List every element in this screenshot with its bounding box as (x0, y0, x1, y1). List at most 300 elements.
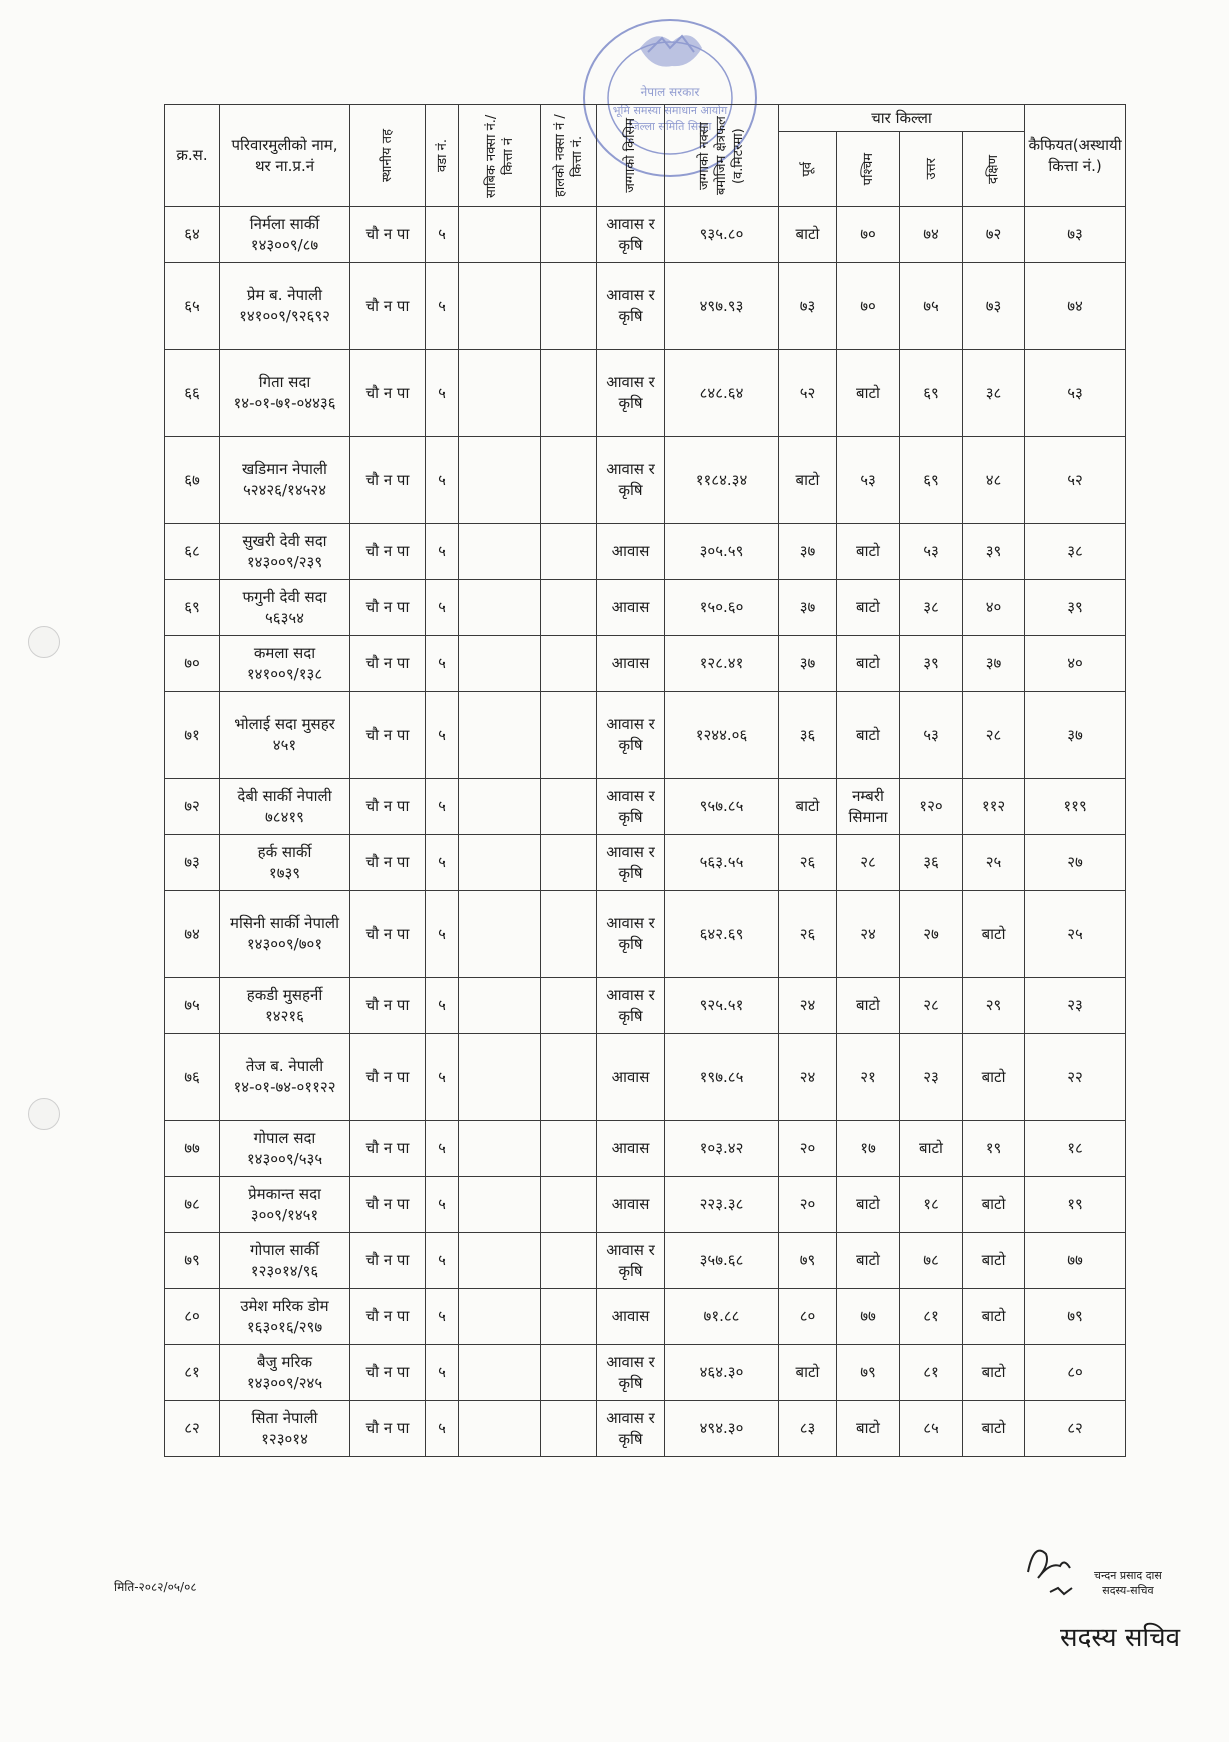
cell-sn: ८० (165, 1289, 220, 1345)
cell-area: ६४२.६९ (665, 891, 779, 978)
holder-name: हर्क सार्की (257, 842, 312, 861)
citizenship-number: १२३०१४ (261, 1429, 308, 1448)
cell-current-map (541, 1345, 597, 1401)
cell-name (220, 580, 350, 636)
cell-west: २८ (837, 835, 900, 891)
cell-west: ७० (837, 263, 900, 350)
citizenship-number: १७३९ (268, 863, 301, 882)
cell-name (220, 1289, 350, 1345)
cell-current-map (541, 1233, 597, 1289)
cell-north: १२० (900, 779, 963, 835)
holder-name: उमेश मरिक डोम (240, 1296, 329, 1315)
header-ward: वडा नं. (426, 105, 459, 207)
cell-area: ९५७.८५ (665, 779, 779, 835)
cell-south: ११२ (963, 779, 1025, 835)
cell-current-map (541, 437, 597, 524)
holder-name: हकडी मुसहर्नी (246, 985, 323, 1004)
cell-old-map (459, 437, 541, 524)
header-old-map: साबिक नक्सा नं./कित्ता नं (459, 105, 541, 207)
cell-current-map (541, 1177, 597, 1233)
holder-name: गोपाल सदा (253, 1128, 316, 1147)
citizenship-number: १४-०१-७४-०११२२ (233, 1078, 336, 1096)
header-remarks: कैफियत(अस्थायी कित्ता नं.) (1025, 105, 1126, 207)
cell-west: बाटो (837, 1401, 900, 1457)
header-boundaries: चार किल्ला (779, 105, 1025, 132)
citizenship-number: १४१००९/१३८ (246, 664, 323, 683)
citizenship-number: १४३००९/७०१ (246, 935, 323, 953)
cell-north: ६९ (900, 437, 963, 524)
cell-name (220, 978, 350, 1034)
cell-current-map (541, 779, 597, 835)
cell-ward: ५ (426, 1289, 459, 1345)
cell-south: १९ (963, 1121, 1025, 1177)
cell-east: २६ (779, 835, 837, 891)
cell-west: बाटो (837, 1233, 900, 1289)
cell-local-level: चौ न पा (350, 779, 426, 835)
cell-east: २० (779, 1177, 837, 1233)
cell-remark: ३७ (1025, 692, 1126, 779)
cell-old-map (459, 1034, 541, 1121)
citizenship-number: १४३००९/८७ (250, 235, 319, 254)
citizenship-number: १४२१६ (264, 1006, 304, 1025)
holder-name: गिता सदा (258, 373, 311, 391)
seal-line1: नेपाल सरकार (640, 85, 700, 99)
cell-name (220, 1121, 350, 1177)
header-name: परिवारमुलीको नाम, थर ना.प्र.नं (220, 105, 350, 207)
cell-area: ५६३.५५ (665, 835, 779, 891)
cell-ward: ५ (426, 350, 459, 437)
header-sn: क्र.स. (165, 105, 220, 207)
cell-local-level: चौ न पा (350, 1345, 426, 1401)
cell-sn: ७१ (165, 692, 220, 779)
cell-ward: ५ (426, 524, 459, 580)
cell-land-type: आवास र कृषि (597, 835, 665, 891)
cell-name (220, 779, 350, 835)
cell-east: ७३ (779, 263, 837, 350)
citizenship-number: १६३०१६/२९७ (246, 1317, 323, 1336)
cell-east: ३७ (779, 636, 837, 692)
cell-east: ३७ (779, 524, 837, 580)
citizenship-number: ७८४१९ (264, 807, 304, 826)
cell-south: ३७ (963, 636, 1025, 692)
cell-area: ४९४.३० (665, 1401, 779, 1457)
cell-west: बाटो (837, 636, 900, 692)
header-area: जग्गाको नक्सा बमोजिम क्षेत्रफल (व.मिटरमा) (665, 105, 779, 207)
cell-remark: ७३ (1025, 207, 1126, 263)
citizenship-number: १४३००९/५३५ (246, 1149, 323, 1168)
table-row (165, 263, 1126, 350)
cell-current-map (541, 891, 597, 978)
cell-west: २१ (837, 1034, 900, 1121)
cell-old-map (459, 1233, 541, 1289)
cell-local-level: चौ न पा (350, 580, 426, 636)
citizenship-number: ३००९/१४५१ (250, 1205, 319, 1224)
cell-remark: ७७ (1025, 1233, 1126, 1289)
designation-stamp: सदस्य सचिव (1060, 1623, 1181, 1653)
cell-west: बाटो (837, 692, 900, 779)
table-row (165, 1401, 1126, 1457)
cell-current-map (541, 1401, 597, 1457)
cell-south: ७३ (963, 263, 1025, 350)
land-register-table (164, 104, 1126, 1457)
cell-old-map (459, 636, 541, 692)
cell-local-level: चौ न पा (350, 835, 426, 891)
cell-name (220, 1034, 350, 1121)
cell-name (220, 692, 350, 779)
signer-block (1094, 1568, 1162, 1598)
cell-south: ३९ (963, 524, 1025, 580)
cell-remark: ५२ (1025, 437, 1126, 524)
holder-name: सिता नेपाली (251, 1408, 318, 1427)
cell-local-level: चौ न पा (350, 978, 426, 1034)
citizenship-number: १४१००९/९२६९२ (239, 307, 330, 325)
holder-name: फगुनी देवी सदा (242, 587, 327, 606)
cell-north: ५३ (900, 692, 963, 779)
cell-south: २९ (963, 978, 1025, 1034)
cell-north: ८१ (900, 1345, 963, 1401)
cell-local-level: चौ न पा (350, 263, 426, 350)
cell-area: २२३.३८ (665, 1177, 779, 1233)
cell-west: नम्बरी सिमाना (837, 779, 900, 835)
header-east: पूर्व (779, 132, 837, 207)
holder-name: प्रेम ब. नेपाली (246, 286, 323, 304)
table-row (165, 350, 1126, 437)
cell-east: २० (779, 1121, 837, 1177)
cell-east: ७९ (779, 1233, 837, 1289)
cell-old-map (459, 1401, 541, 1457)
cell-current-map (541, 692, 597, 779)
cell-ward: ५ (426, 891, 459, 978)
punch-hole-bottom (28, 1098, 60, 1130)
cell-sn: ६५ (165, 263, 220, 350)
cell-remark: ७४ (1025, 263, 1126, 350)
cell-area: ९३५.८० (665, 207, 779, 263)
cell-north: बाटो (900, 1121, 963, 1177)
cell-local-level: चौ न पा (350, 636, 426, 692)
cell-sn: ७४ (165, 891, 220, 978)
citizenship-number: १४३००९/२४५ (246, 1373, 323, 1392)
cell-remark: ११९ (1025, 779, 1126, 835)
cell-east: २४ (779, 1034, 837, 1121)
holder-name: कमला सदा (253, 643, 316, 662)
holder-name: तेज ब. नेपाली (245, 1057, 324, 1075)
table-row (165, 524, 1126, 580)
table-row (165, 978, 1126, 1034)
table-row (165, 1289, 1126, 1345)
cell-sn: ६६ (165, 350, 220, 437)
cell-remark: ८२ (1025, 1401, 1126, 1457)
cell-remark: ७९ (1025, 1289, 1126, 1345)
cell-sn: ६४ (165, 207, 220, 263)
header-north: उत्तर (900, 132, 963, 207)
cell-north: ३८ (900, 580, 963, 636)
cell-south: बाटो (963, 1345, 1025, 1401)
cell-name (220, 207, 350, 263)
cell-west: ५३ (837, 437, 900, 524)
cell-sn: ८२ (165, 1401, 220, 1457)
cell-name (220, 1177, 350, 1233)
cell-sn: ७९ (165, 1233, 220, 1289)
cell-name (220, 263, 350, 350)
table-row (165, 437, 1126, 524)
cell-name (220, 835, 350, 891)
seal-line3: जिल्ला समिति सिरहा (628, 120, 712, 133)
cell-land-type: आवास (597, 1121, 665, 1177)
cell-ward: ५ (426, 1121, 459, 1177)
cell-local-level: चौ न पा (350, 524, 426, 580)
cell-ward: ५ (426, 263, 459, 350)
cell-west: बाटो (837, 524, 900, 580)
cell-area: ९२५.५१ (665, 978, 779, 1034)
cell-old-map (459, 580, 541, 636)
cell-area: १०३.४२ (665, 1121, 779, 1177)
cell-south: बाटो (963, 1233, 1025, 1289)
header-west: पश्चिम (837, 132, 900, 207)
citizenship-number: ५६३५४ (264, 608, 304, 627)
cell-old-map (459, 692, 541, 779)
cell-local-level: चौ न पा (350, 1177, 426, 1233)
cell-current-map (541, 1034, 597, 1121)
table-row (165, 1177, 1126, 1233)
cell-north: ३६ (900, 835, 963, 891)
table-row (165, 636, 1126, 692)
cell-north: ३९ (900, 636, 963, 692)
cell-land-type: आवास र कृषि (597, 1401, 665, 1457)
cell-south: २५ (963, 835, 1025, 891)
cell-land-type: आवास र कृषि (597, 891, 665, 978)
cell-current-map (541, 350, 597, 437)
cell-sn: ७० (165, 636, 220, 692)
cell-area: १९७.८५ (665, 1034, 779, 1121)
cell-area: १२४४.०६ (665, 692, 779, 779)
signer-title: सदस्य-सचिव (1102, 1584, 1154, 1597)
cell-old-map (459, 1345, 541, 1401)
table-row (165, 580, 1126, 636)
cell-name (220, 636, 350, 692)
cell-area: ४९७.९३ (665, 263, 779, 350)
table-row (165, 207, 1126, 263)
cell-ward: ५ (426, 1177, 459, 1233)
cell-current-map (541, 835, 597, 891)
cell-remark: ५३ (1025, 350, 1126, 437)
cell-area: १२८.४१ (665, 636, 779, 692)
cell-current-map (541, 978, 597, 1034)
cell-area: ११८४.३४ (665, 437, 779, 524)
cell-land-type: आवास र कृषि (597, 692, 665, 779)
cell-sn: ६८ (165, 524, 220, 580)
cell-south: ४० (963, 580, 1025, 636)
cell-north: २३ (900, 1034, 963, 1121)
cell-south: बाटो (963, 891, 1025, 978)
cell-east: २६ (779, 891, 837, 978)
cell-sn: ७५ (165, 978, 220, 1034)
cell-east: ३७ (779, 580, 837, 636)
cell-area: ३५७.६८ (665, 1233, 779, 1289)
cell-local-level: चौ न पा (350, 1233, 426, 1289)
cell-north: ७५ (900, 263, 963, 350)
cell-west: १७ (837, 1121, 900, 1177)
citizenship-number: १४३००९/२३९ (246, 552, 323, 571)
cell-east: ५२ (779, 350, 837, 437)
table-row (165, 779, 1126, 835)
cell-remark: २७ (1025, 835, 1126, 891)
cell-current-map (541, 263, 597, 350)
punch-hole-top (28, 626, 60, 658)
cell-ward: ५ (426, 835, 459, 891)
citizenship-number: ५२४२६/१४५२४ (242, 481, 327, 499)
holder-name: भोलाई सदा मुसहर (234, 715, 335, 733)
cell-local-level: चौ न पा (350, 1034, 426, 1121)
cell-current-map (541, 524, 597, 580)
cell-east: २४ (779, 978, 837, 1034)
cell-land-type: आवास र कृषि (597, 207, 665, 263)
cell-south: ७२ (963, 207, 1025, 263)
cell-remark: २३ (1025, 978, 1126, 1034)
cell-local-level: चौ न पा (350, 1121, 426, 1177)
cell-sn: ६९ (165, 580, 220, 636)
cell-name (220, 891, 350, 978)
header-current-map: हालको नक्सा नं /कित्ता नं. (541, 105, 597, 207)
cell-name (220, 350, 350, 437)
cell-remark: ८० (1025, 1345, 1126, 1401)
cell-south: बाटो (963, 1177, 1025, 1233)
cell-old-map (459, 978, 541, 1034)
cell-old-map (459, 891, 541, 978)
cell-land-type: आवास र कृषि (597, 1345, 665, 1401)
table-row (165, 1233, 1126, 1289)
cell-west: ७७ (837, 1289, 900, 1345)
cell-local-level: चौ न पा (350, 891, 426, 978)
citizenship-number: १२३०१४/९६ (250, 1261, 319, 1280)
cell-local-level: चौ न पा (350, 692, 426, 779)
holder-name: गोपाल सार्की (249, 1240, 320, 1259)
cell-north: ८१ (900, 1289, 963, 1345)
cell-area: ८४८.६४ (665, 350, 779, 437)
cell-remark: ३८ (1025, 524, 1126, 580)
cell-ward: ५ (426, 1233, 459, 1289)
cell-land-type: आवास (597, 1177, 665, 1233)
cell-ward: ५ (426, 692, 459, 779)
cell-east: ८० (779, 1289, 837, 1345)
table-row (165, 835, 1126, 891)
cell-land-type: आवास र कृषि (597, 437, 665, 524)
header-land-type: जग्गाको किसिम (597, 105, 665, 207)
cell-ward: ५ (426, 636, 459, 692)
cell-north: ६९ (900, 350, 963, 437)
cell-ward: ५ (426, 1345, 459, 1401)
cell-north: ५३ (900, 524, 963, 580)
cell-south: बाटो (963, 1401, 1025, 1457)
cell-ward: ५ (426, 207, 459, 263)
cell-current-map (541, 580, 597, 636)
cell-east: बाटो (779, 779, 837, 835)
cell-west: बाटो (837, 978, 900, 1034)
cell-local-level: चौ न पा (350, 207, 426, 263)
cell-name (220, 1401, 350, 1457)
cell-area: १५०.६० (665, 580, 779, 636)
cell-east: ३६ (779, 692, 837, 779)
cell-land-type: आवास (597, 580, 665, 636)
table-row (165, 1345, 1126, 1401)
cell-remark: ४० (1025, 636, 1126, 692)
cell-sn: ७३ (165, 835, 220, 891)
cell-area: ४६४.३० (665, 1345, 779, 1401)
cell-ward: ५ (426, 1034, 459, 1121)
cell-old-map (459, 779, 541, 835)
cell-sn: ८१ (165, 1345, 220, 1401)
cell-ward: ५ (426, 580, 459, 636)
cell-east: ८३ (779, 1401, 837, 1457)
cell-north: २८ (900, 978, 963, 1034)
cell-land-type: आवास (597, 1034, 665, 1121)
cell-land-type: आवास (597, 1289, 665, 1345)
cell-ward: ५ (426, 437, 459, 524)
cell-name (220, 1345, 350, 1401)
cell-remark: १९ (1025, 1177, 1126, 1233)
cell-north: २७ (900, 891, 963, 978)
cell-current-map (541, 1289, 597, 1345)
cell-current-map (541, 207, 597, 263)
holder-name: बैजु मरिक (257, 1352, 312, 1371)
header-local-level: स्थानीय तह (350, 105, 426, 207)
cell-land-type: आवास र कृषि (597, 978, 665, 1034)
cell-north: ७४ (900, 207, 963, 263)
cell-west: बाटो (837, 1177, 900, 1233)
cell-sn: ७६ (165, 1034, 220, 1121)
citizenship-number: ४५१ (272, 736, 297, 754)
table-row (165, 891, 1126, 978)
cell-sn: ७७ (165, 1121, 220, 1177)
header-south: दक्षिण (963, 132, 1025, 207)
seal-line2: भूमि समस्या समाधान आयोग (612, 104, 728, 117)
signer-name: चन्दन प्रसाद दास (1094, 1569, 1162, 1582)
holder-name: प्रेमकान्त सदा (248, 1184, 321, 1203)
cell-remark: २२ (1025, 1034, 1126, 1121)
cell-local-level: चौ न पा (350, 1401, 426, 1457)
holder-name: खडिमान नेपाली (242, 460, 327, 478)
cell-east: बाटो (779, 207, 837, 263)
cell-old-map (459, 1289, 541, 1345)
cell-old-map (459, 835, 541, 891)
holder-name: देबी सार्की नेपाली (237, 786, 332, 805)
holder-name: निर्मला सार्की (249, 214, 320, 233)
cell-north: ७८ (900, 1233, 963, 1289)
cell-remark: २५ (1025, 891, 1126, 978)
cell-land-type: आवास (597, 524, 665, 580)
cell-current-map (541, 636, 597, 692)
cell-area: ७१.८८ (665, 1289, 779, 1345)
cell-west: बाटो (837, 580, 900, 636)
cell-old-map (459, 207, 541, 263)
cell-east: बाटो (779, 1345, 837, 1401)
citizenship-number: १४-०१-७१-०४४३६ (233, 394, 336, 412)
cell-old-map (459, 524, 541, 580)
document-date: मिति-२०८२/०५/०८ (114, 1580, 197, 1594)
holder-name: मसिनी सार्की नेपाली (230, 914, 339, 932)
cell-current-map (541, 1121, 597, 1177)
cell-west: ७९ (837, 1345, 900, 1401)
cell-sn: ७८ (165, 1177, 220, 1233)
cell-old-map (459, 1177, 541, 1233)
cell-south: २८ (963, 692, 1025, 779)
cell-north: ८५ (900, 1401, 963, 1457)
table-row (165, 1034, 1126, 1121)
cell-land-type: आवास र कृषि (597, 263, 665, 350)
cell-name (220, 437, 350, 524)
cell-old-map (459, 263, 541, 350)
cell-sn: ६७ (165, 437, 220, 524)
cell-south: बाटो (963, 1289, 1025, 1345)
